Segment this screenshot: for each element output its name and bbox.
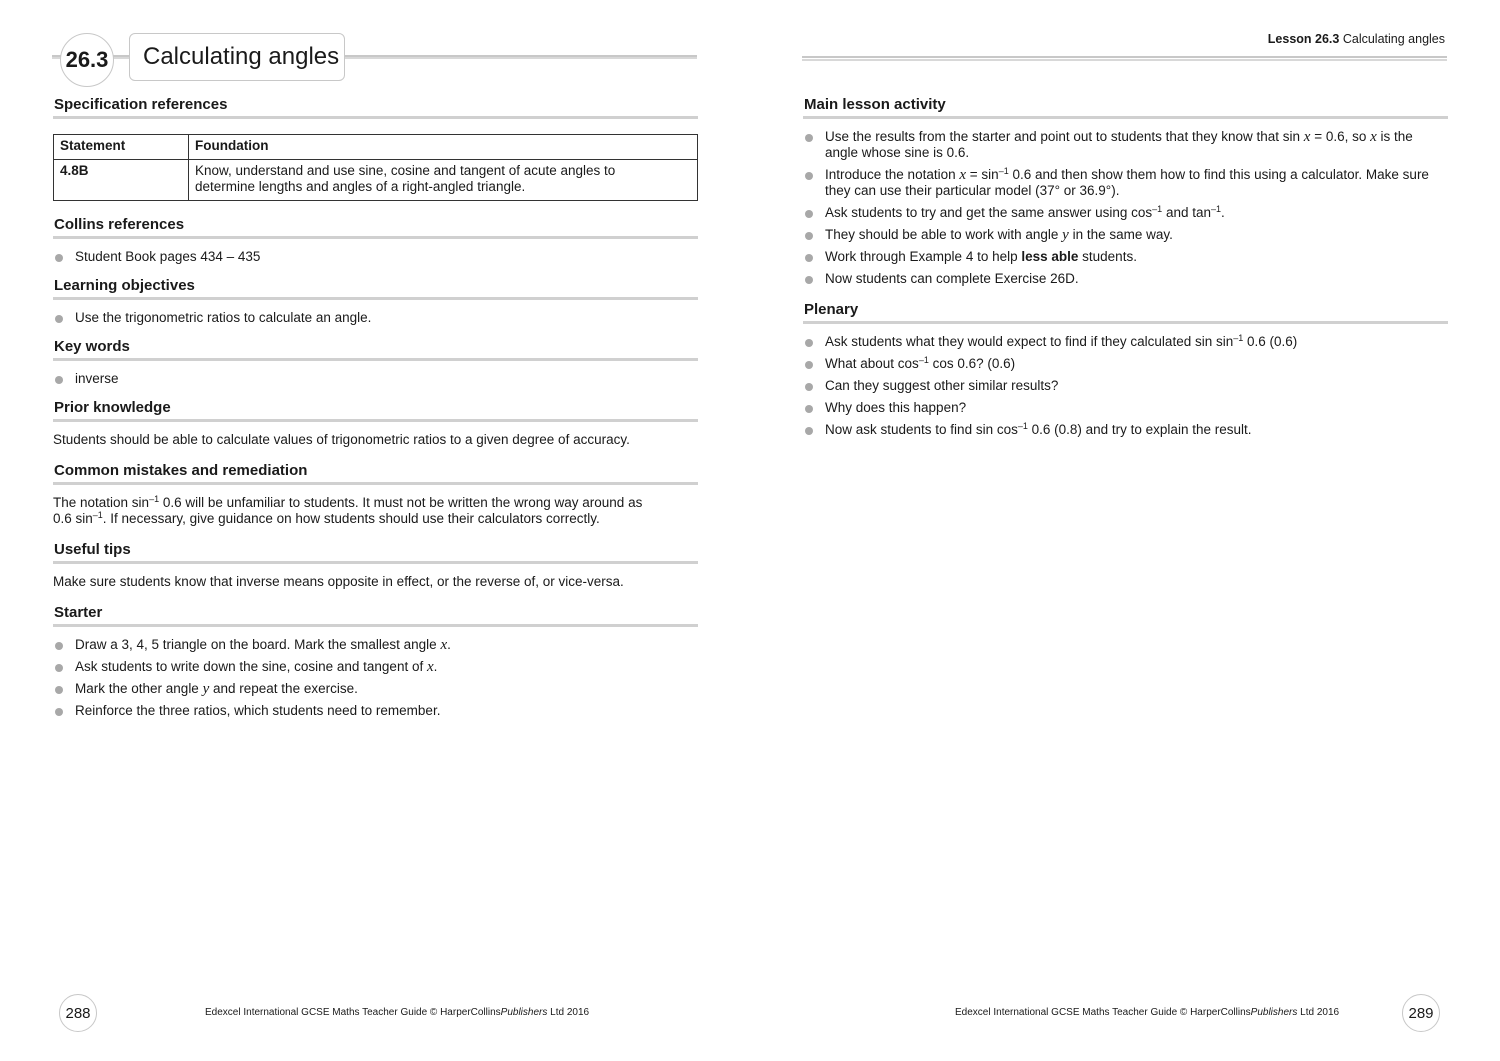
spec-heading: Specification references (53, 96, 698, 119)
superscript: –1 (1233, 333, 1244, 343)
text-fragment: Introduce the notation (825, 167, 960, 182)
text-fragment: Draw a 3, 4, 5 triangle on the board. Mark the smallest angle (75, 637, 441, 652)
list-item: Now students can complete Exercise 26D. (803, 271, 1448, 287)
superscript: –1 (998, 166, 1009, 176)
right-page (750, 0, 1500, 1061)
text-fragment: Ask students to write down the sine, cosine and tangent of (75, 659, 427, 674)
main-list (803, 129, 1448, 287)
plenary-list (803, 334, 1448, 438)
page-number: 288 (59, 994, 97, 1032)
text-fragment: cos 0.6? (0.6) (928, 356, 1016, 371)
header-lesson: Lesson 26.3 (1267, 32, 1340, 46)
footer (955, 1007, 1339, 1018)
tips-text: Make sure students know that inverse means opposite in effect, or the reverse of, or vice-versa. (53, 574, 624, 589)
right-content (803, 96, 1448, 444)
spec-code: 4.8B (54, 160, 189, 201)
text-fragment: Work through Example 4 to help (825, 249, 1022, 264)
math-variable: x (440, 637, 448, 653)
left-content (53, 96, 698, 725)
list-item (803, 422, 1448, 438)
objectives-heading: Learning objectives (53, 277, 698, 300)
superscript: –1 (149, 494, 160, 504)
collins-list (53, 249, 698, 265)
math-variable: y (1062, 227, 1069, 243)
list-item (53, 681, 698, 697)
spec-text (189, 160, 698, 201)
math-variable: x (959, 167, 967, 183)
text-fragment: . If necessary, give guidance on how students should use their calculators correctly. (102, 511, 600, 526)
list-item (803, 205, 1448, 221)
prior-heading: Prior knowledge (53, 399, 698, 422)
lesson-title: Calculating angles (129, 33, 345, 81)
page-number: 289 (1402, 994, 1440, 1032)
list-item (803, 227, 1448, 243)
superscript: –1 (92, 510, 103, 520)
list-item: Reinforce the three ratios, which students need to remember. (53, 703, 698, 719)
list-item: Why does this happen? (803, 400, 1448, 416)
spec-header-row (54, 135, 698, 160)
list-item (803, 129, 1448, 161)
spec-col-statement: Statement (54, 135, 189, 160)
superscript: –1 (1210, 204, 1221, 214)
spec-col-foundation: Foundation (189, 135, 698, 160)
text-fragment: and repeat the exercise. (209, 681, 358, 696)
list-item: Can they suggest other similar results? (803, 378, 1448, 394)
footer-text: Edexcel International GCSE Maths Teacher Guide © HarperCollins (205, 1007, 501, 1018)
text-fragment: 0.6 sin (53, 511, 93, 526)
objectives-list (53, 310, 698, 326)
text-fragment: Ask students to try and get the same answer using cos (825, 205, 1153, 220)
list-item (53, 659, 698, 675)
main-heading: Main lesson activity (803, 96, 1448, 119)
footer-text: Ltd 2016 (547, 1007, 590, 1018)
plenary-heading: Plenary (803, 301, 1448, 324)
footer-text: Edexcel International GCSE Maths Teacher Guide © HarperCollins (955, 1007, 1251, 1018)
list-item (803, 167, 1448, 199)
text-fragment: 0.6 (0.6) (1243, 334, 1298, 349)
text-fragment: 0.6 will be unfamiliar to students. It must not be written the wrong way around as (159, 495, 643, 510)
text-fragment: . (447, 637, 451, 652)
superscript: –1 (918, 355, 929, 365)
keywords-heading: Key words (53, 338, 698, 361)
spec-text-line2: determine lengths and angles of a right-angled triangle. (195, 179, 526, 194)
superscript: –1 (1152, 204, 1163, 214)
text-fragment: . (1221, 205, 1225, 220)
lesson-number-badge: 26.3 (60, 33, 114, 87)
footer-italic: Publishers (500, 1007, 548, 1018)
bold-text: less able (1021, 249, 1079, 264)
spec-row (54, 160, 698, 201)
math-variable: x (426, 659, 434, 675)
text-fragment: . (433, 659, 438, 674)
starter-heading: Starter (53, 604, 698, 627)
footer-text: Ltd 2016 (1297, 1007, 1340, 1018)
text-fragment: Use the results from the starter and point out to students that they know that sin (825, 129, 1304, 144)
spec-table (53, 134, 698, 201)
list-item (803, 334, 1448, 350)
text-fragment: 0.6 (0.8) and try to explain the result. (1027, 422, 1252, 437)
text-fragment: They should be able to work with angle (825, 227, 1063, 242)
list-item: inverse (53, 371, 698, 387)
text-fragment: in the same way. (1068, 227, 1173, 242)
text-fragment: = 0.6, so (1310, 129, 1371, 144)
text-fragment: = sin (966, 167, 999, 182)
list-item (53, 637, 698, 653)
text-fragment: 0.6 and then show them how to find this using a calculator. Make sure they can use their particular model (37° or 36.9°). (825, 167, 1429, 198)
list-item (803, 356, 1448, 372)
footer (205, 1007, 589, 1018)
list-item: Use the trigonometric ratios to calculate an angle. (53, 310, 698, 326)
text-fragment: The notation sin (53, 495, 150, 510)
footer-italic: Publishers (1250, 1007, 1298, 1018)
text-fragment: is the angle whose sine is 0.6. (825, 129, 1413, 160)
header-title: Calculating angles (1339, 32, 1445, 46)
superscript: –1 (1017, 421, 1028, 431)
running-header (1268, 32, 1445, 46)
mistakes-heading: Common mistakes and remediation (53, 462, 698, 485)
text-fragment: students. (1078, 249, 1137, 264)
keywords-list (53, 371, 698, 387)
spec-text-line1: Know, understand and use sine, cosine and tangent of acute angles to (195, 163, 616, 178)
tips-heading: Useful tips (53, 541, 698, 564)
header-rule (802, 56, 1447, 61)
list-item: Student Book pages 434 – 435 (53, 249, 698, 265)
math-variable: x (1303, 129, 1311, 145)
text-fragment: and tan (1162, 205, 1211, 220)
collins-heading: Collins references (53, 216, 698, 239)
list-item (803, 249, 1448, 265)
math-variable: x (1370, 129, 1377, 145)
text-fragment: What about cos (825, 356, 919, 371)
text-fragment: Mark the other angle (75, 681, 203, 696)
text-fragment: Ask students what they would expect to find if they calculated sin sin (825, 334, 1234, 349)
starter-list (53, 637, 698, 719)
prior-text: Students should be able to calculate values of trigonometric ratios to a given degree of accuracy. (53, 432, 630, 447)
mistakes-text (53, 495, 698, 527)
text-fragment: Now ask students to find sin cos (825, 422, 1018, 437)
math-variable: y (202, 681, 210, 697)
